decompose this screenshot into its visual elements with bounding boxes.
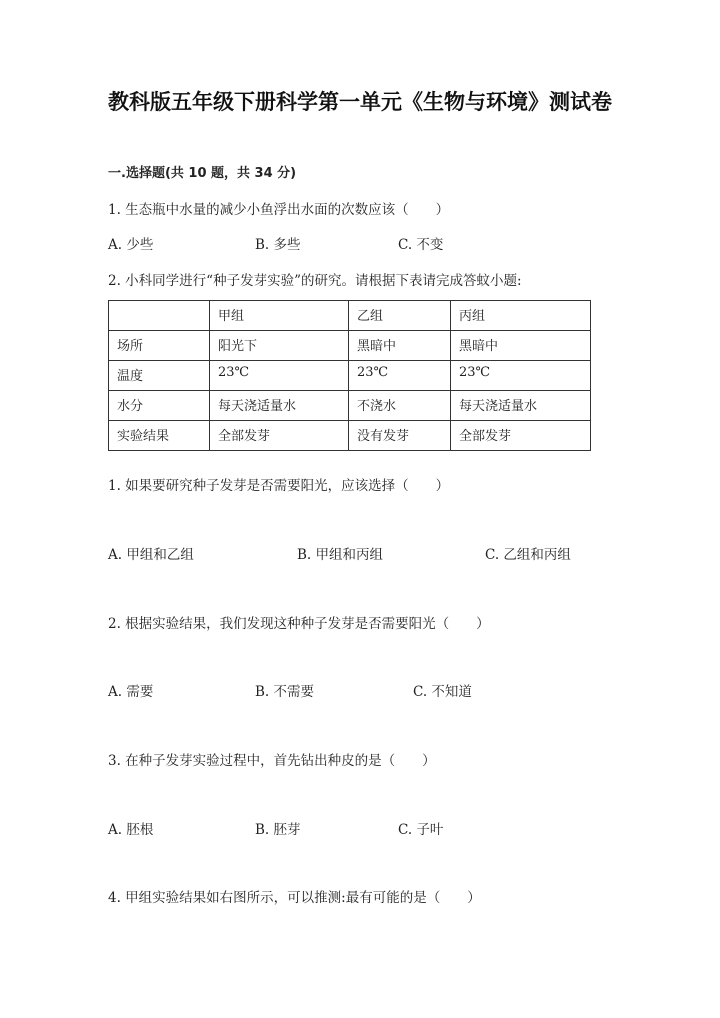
question-1: 1. 生态瓶中水量的减少小鱼浮出水面的次数应该（ ） bbox=[108, 202, 450, 218]
table-cell: 黑暗中 bbox=[349, 331, 451, 361]
section-heading: 一.选择题(共 10 题，共 34 分) bbox=[108, 166, 297, 181]
option-a: A. 胚根 bbox=[108, 822, 154, 838]
table-cell: 丙组 bbox=[451, 301, 591, 331]
table-header-row bbox=[109, 301, 591, 331]
table-cell: 每天浇适量水 bbox=[451, 391, 591, 421]
table-cell: 乙组 bbox=[349, 301, 451, 331]
option-b: B. 胚芽 bbox=[255, 822, 301, 838]
sub-question-1: 1. 如果要研究种子发芽是否需要阳光，应该选择（ ） bbox=[108, 478, 450, 494]
table-cell: 黑暗中 bbox=[451, 331, 591, 361]
option-a: A. 甲组和乙组 bbox=[108, 547, 194, 563]
option-c: C. 乙组和丙组 bbox=[485, 547, 571, 563]
page-title: 教科版五年级下册科学第一单元《生物与环境》测试卷 bbox=[108, 90, 612, 114]
table-cell: 阳光下 bbox=[210, 331, 349, 361]
option-a: A. 需要 bbox=[108, 684, 154, 700]
sub-question-3: 3. 在种子发芽实验过程中，首先钻出种皮的是（ ） bbox=[108, 753, 436, 769]
table-cell: 23℃ bbox=[451, 361, 591, 391]
question-2: 2. 小科同学进行“种子发芽实验”的研究。请根据下表请完成答蚊小题: bbox=[108, 273, 522, 289]
table-cell: 甲组 bbox=[210, 301, 349, 331]
option-c: C. 不知道 bbox=[413, 684, 472, 700]
table-cell: 温度 bbox=[109, 361, 210, 391]
table-cell: 全部发芽 bbox=[451, 421, 591, 451]
table-row bbox=[109, 331, 591, 361]
table-cell: 23℃ bbox=[349, 361, 451, 391]
table-cell: 实验结果 bbox=[109, 421, 210, 451]
table-cell: 水分 bbox=[109, 391, 210, 421]
table-row bbox=[109, 391, 591, 421]
table-cell: 没有发芽 bbox=[349, 421, 451, 451]
table-cell: 23℃ bbox=[210, 361, 349, 391]
experiment-table bbox=[108, 300, 591, 451]
table-row bbox=[109, 361, 591, 391]
table-cell: 不浇水 bbox=[349, 391, 451, 421]
option-c: C. 子叶 bbox=[398, 822, 444, 838]
option-b: B. 甲组和丙组 bbox=[297, 547, 384, 563]
table-row bbox=[109, 421, 591, 451]
table-cell: 场所 bbox=[109, 331, 210, 361]
table-cell: 每天浇适量水 bbox=[210, 391, 349, 421]
table-cell bbox=[109, 301, 210, 331]
option-a: A. 少些 bbox=[108, 237, 154, 253]
option-b: B. 不需要 bbox=[255, 684, 315, 700]
sub-question-2: 2. 根据实验结果，我们发现这种种子发芽是否需要阳光（ ） bbox=[108, 616, 490, 632]
sub-question-4: 4. 甲组实验结果如右图所示，可以推测:最有可能的是（ ） bbox=[108, 890, 481, 906]
option-b: B. 多些 bbox=[255, 237, 301, 253]
table-cell: 全部发芽 bbox=[210, 421, 349, 451]
option-c: C. 不变 bbox=[398, 237, 444, 253]
